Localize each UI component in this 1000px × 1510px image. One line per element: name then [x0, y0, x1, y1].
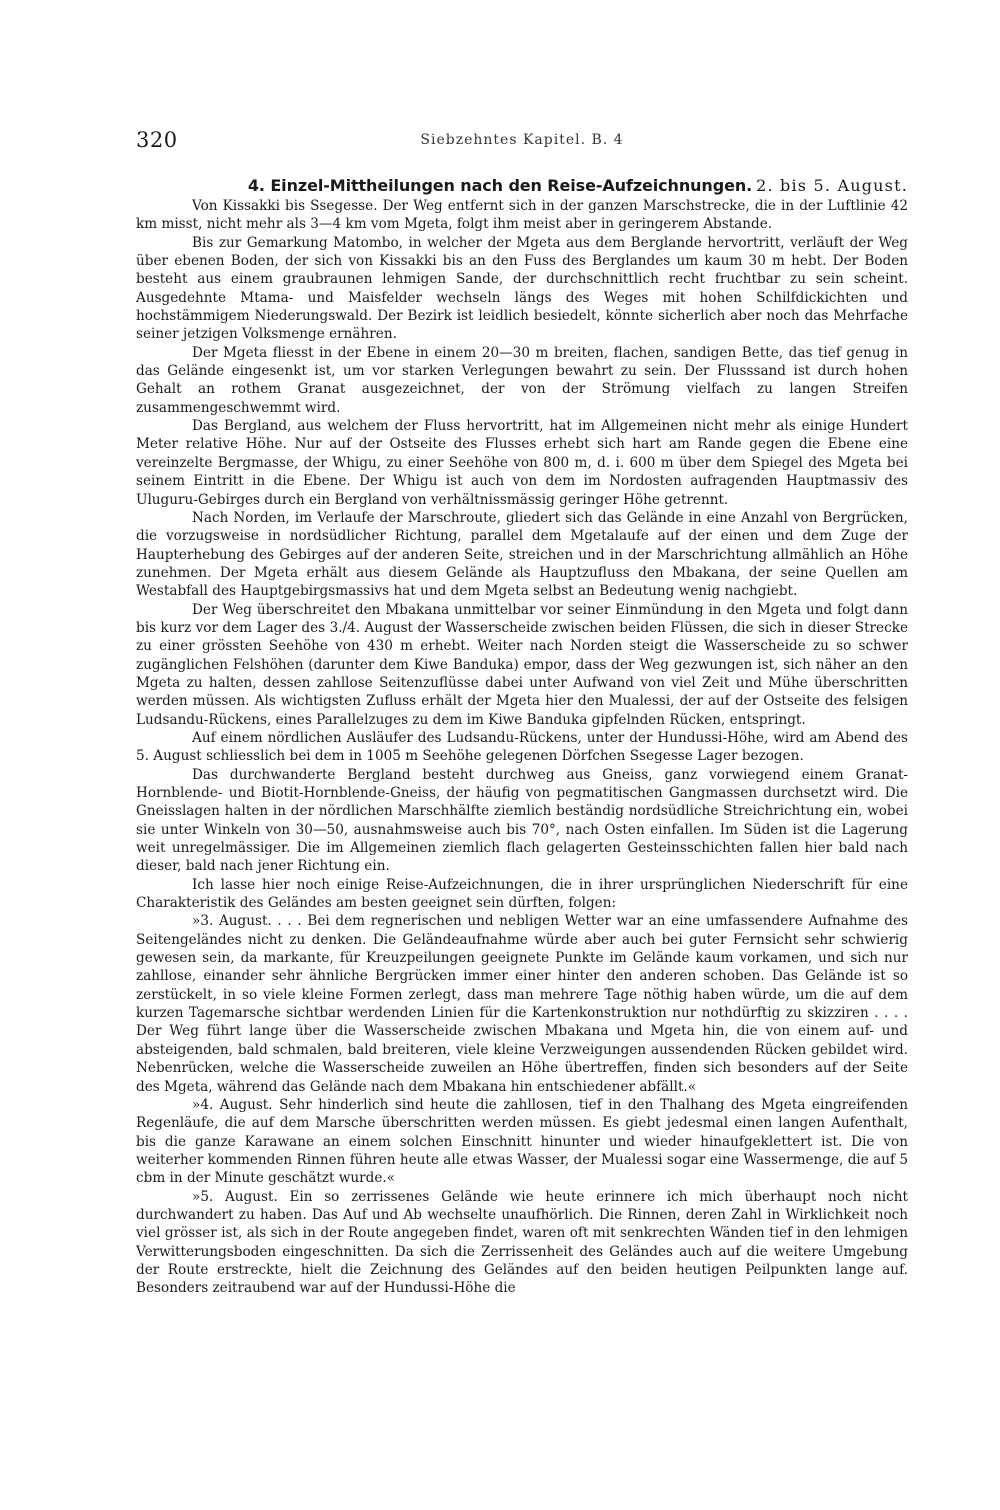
- paragraph-august-5: »5. August. Ein so zerrissenes Gelände wie heute erinnere ich mich überhaupt noch nicht durchwandert zu haben. Das Auf und Ab wechselte unaufhörlich. Die Rinnen, deren Zahl in Wirklichkeit noch viel grösser ist, als sich in der Route angegeben findet, waren oft mit senkrechten Wänden tief in den lehmigen Verwitterungsboden eingeschnitten. Da sich die Zerrissenheit des Geländes auch auf die weitere Umgebung der Route erstreckte, hielt die Zeichnung des Geländes auf den beiden heutigen Peilpunkten lange auf. Besonders zeitraubend war auf der Hundussi-Höhe die: [136, 1188, 908, 1297]
- paragraph-travel-notes-intro: Ich lasse hier noch einige Reise-Aufzeichnungen, die in ihrer ursprünglichen Niederschrift für eine Charakteristik des Geländes am besten geeignet sein dürften, folgen:: [136, 876, 908, 912]
- paragraph-bergland-whigu: Das Bergland, aus welchem der Fluss hervortritt, hat im Allgemeinen nicht mehr als einige Hundert Meter relative Höhe. Nur auf der Ostseite des Flusses erhebt sich hart am Rande gegen die Ebene eine vereinzelte Bergmasse, der Whigu, zu einer Seehöhe von 800 m, d. i. 600 m über dem Spiegel des Mgeta bei seinem Eintritt in die Ebene. Der Whigu ist auch von dem im Nordosten aufragenden Hauptmassiv des Uluguru-Gebirges durch ein Bergland von verhältnissmässig geringer Höhe getrennt.: [136, 418, 908, 508]
- paragraph-mbakana-crossing: Der Weg überschreitet den Mbakana unmittelbar vor seiner Einmündung in den Mgeta und folgt dann bis kurz vor dem Lager des 3./4. August der Wasserscheide zwischen beiden Flüssen, die sich in dieser Strecke zu einer grössten Seehöhe von 430 m erhebt. Weiter nach Norden steigt die Wasserscheide zu so schwer zugänglichen Felshöhen (darunter dem Kiwe Banduka) empor, dass der Weg gezwungen ist, sich näher an den Mgeta zu halten, dessen zahllose Seitenzuflüsse dabei unter Aufwand von viel Zeit und Mühe überschritten werden müssen. Als wichtigsten Zufluss erhält der Mgeta hier den Mualessi, der auf der Ostseite des felsigen Ludsandu-Rückens, eines Parallelzuges zu dem im Kiwe Banduka gipfelnden Rücken, entspringt.: [136, 601, 908, 728]
- paragraph-august-3: »3. August. . . . Bei dem regnerischen und nebligen Wetter war an eine umfassendere Aufnahme des Seitengeländes nicht zu denken. Die Geländeaufnahme würde aber auch bei guter Fernsicht sehr schwierig gewesen sein, da markante, für Kreuzpeilungen geeignete Punkte im Gelände kaum vorkamen, und sich nur zahllose, einander sehr ähnliche Bergrücken immer einer hinter den anderen schoben. Das Gelände ist so zerstückelt, in so viele kleine Formen zerlegt, dass man mehrere Tage nöthig haben würde, um die auf dem kurzen Tagemarsche sichtbar werdenden Linien für die Kartenkonstruktion nur nothdürftig zu skizziren . . . . Der Weg führt lange über die Wasserscheide zwischen Mbakana und Mgeta hin, die von einem auf- und absteigenden, bald schmalen, bald breiteren, viele kleine Verzweigungen aussendenden Rücken gebildet wird. Nebenrücken, welche die Wasserscheide zuweilen an Höhe übertreffen, finden sich besonders auf der Seite des Mgeta, während das Gelände nach dem Mbakana hin entschiedener abfällt.«: [136, 913, 908, 1095]
- section-dates: 2. bis 5. August.: [756, 176, 908, 195]
- page-number: 320: [136, 128, 178, 152]
- section-title: 4. Einzel-Mittheilungen nach den Reise-Aufzeichnungen.: [247, 176, 753, 195]
- paragraph-route-intro: Von Kissakki bis Ssegesse. Der Weg entfernt sich in der ganzen Marschstrecke, die in der Luftlinie 42 km misst, nicht mehr als 3—4 km vom Mgeta, folgt ihm meist aber in geringerem Abstande.: [136, 198, 908, 233]
- chapter-title: Siebzehntes Kapitel. B. 4: [420, 132, 624, 148]
- paragraph-matombo-plain: Bis zur Gemarkung Matombo, in welcher der Mgeta aus dem Berglande hervortritt, verläuft der Weg über ebenen Boden, der sich von Kissakki bis an den Fuss des Berglandes um kaum 30 m hebt. Der Boden besteht aus einem graubraunen lehmigen Sande, der durchschnittlich recht fruchtbar zu sein scheint. Ausgedehnte Mtama- und Maisfelder wechseln längs des Weges mit hohen Schilfdickichten und hochstämmigem Niederungswald. Der Bezirk ist leidlich besiedelt, könnte sicherlich aber noch das Mehrfache seiner jetzigen Volksmenge ernähren.: [136, 234, 908, 343]
- paragraph-ssegesse-camp: Auf einem nördlichen Ausläufer des Ludsandu-Rückens, unter der Hundussi-Höhe, wird am Abend des 5. August schliesslich bei dem in 1005 m Seehöhe gelegenen Dörfchen Ssegesse Lager bezogen.: [136, 729, 908, 765]
- document-page: [136, 128, 908, 1298]
- running-head: [136, 128, 908, 156]
- paragraph-august-4: »4. August. Sehr hinderlich sind heute die zahllosen, tief in den Thalhang des Mgeta eingreifenden Regenläufe, die auf dem Marsche überschritten werden müssen. Es giebt jedesmal einen langen Aufenthalt, bis die ganze Karawane an einem solchen Einschnitt hinunter und wieder hinaufgeklettert ist. Die von weiterher kommenden Rinnen führen heute alle etwas Wasser, der Mualessi sogar eine Wassermenge, die auf 5 cbm in der Minute geschätzt wurde.«: [136, 1096, 908, 1187]
- paragraph-gneiss-geology: Das durchwanderte Bergland besteht durchweg aus Gneiss, ganz vorwiegend einem Granat-Hornblende- und Biotit-Hornblende-Gneiss, der häufig von pegmatitischen Gangmassen durchsetzt wird. Die Gneisslagen halten in der nördlichen Marschhälfte ziemlich beständig nordsüdliche Streichrichtung ein, wobei sie unter Winkeln von 30—50, ausnahmsweise auch bis 70°, nach Osten einfallen. Im Süden ist die Lagerung weit unregelmässiger. Die im Allgemeinen ziemlich flach gelagerten Gesteinsschichten fallen hier bald nach dieser, bald nach jener Richtung ein.: [136, 766, 908, 875]
- paragraph-north-ridges: Nach Norden, im Verlaufe der Marschroute, gliedert sich das Gelände in eine Anzahl von Bergrücken, die vorzugsweise in nordsüdlicher Richtung, parallel dem Mgetalaufe auf der einen und dem Zuge der Haupterhebung des Gebirges auf der anderen Seite, streichen und in der Marschrichtung allmählich an Höhe zunehmen. Der Mgeta erhält aus diesem Gelände als Hauptzufluss den Mbakana, der seine Quellen am Westabfall des Hauptgebirgsmassivs hat und dem Mgeta selbst an Bedeutung wenig nachgiebt.: [136, 509, 908, 600]
- paragraph-mgeta-river: Der Mgeta fliesst in der Ebene in einem 20—30 m breiten, flachen, sandigen Bette, das tief genug in das Gelände eingesenkt ist, um vor starken Verlegungen bewahrt zu sein. Der Flusssand ist durch hohen Gehalt an rothem Granat ausgezeichnet, der von der Strömung vielfach zu langen Streifen zusammengeschwemmt wird.: [136, 344, 908, 416]
- body-text: [136, 197, 908, 1298]
- section-heading: [136, 176, 908, 195]
